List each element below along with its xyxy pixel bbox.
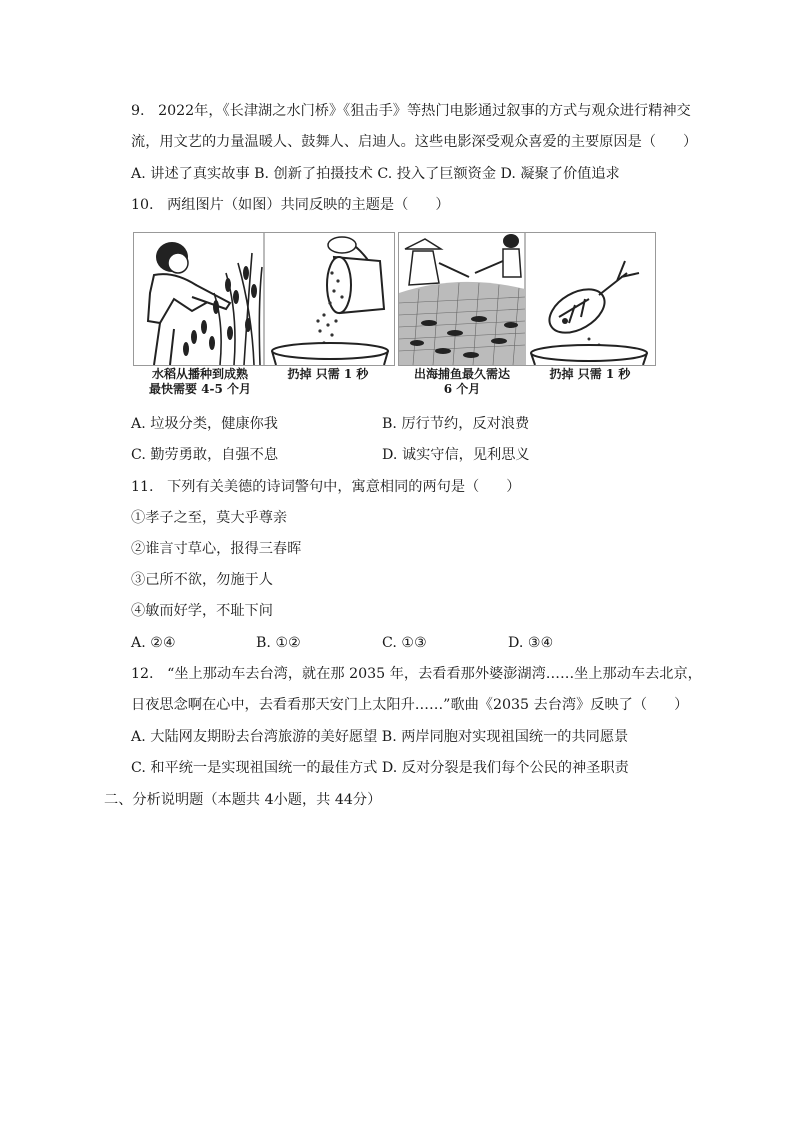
caption-rice-growth-line1: 水稻从播种到成熟 xyxy=(151,367,248,381)
q11-option-b: B. ①② xyxy=(256,635,301,651)
q9-stem-line2: 流，用文艺的力量温暖人、鼓舞人、启迪人。这些电影深受观众喜爱的主要原因是（ ） xyxy=(131,134,698,150)
caption-fishing-line1: 出海捕鱼最久需达 xyxy=(413,367,510,381)
q11-item-3: ③己所不欲，勿施于人 xyxy=(131,572,273,588)
q12-options-line1: A. 大陆网友期盼去台湾旅游的美好愿望 B. 两岸同胞对实现祖国统一的共同愿景 xyxy=(131,729,629,745)
caption-throw-fish: 扔掉 只需 1 秒 xyxy=(549,367,631,381)
q11-option-a: A. ②④ xyxy=(131,635,176,651)
caption-throw-rice: 扔掉 只需 1 秒 xyxy=(287,367,369,381)
q10-option-d: D. 诚实守信，见利思义 xyxy=(382,447,530,463)
q9-options: A. 讲述了真实故事 B. 创新了拍摄技术 C. 投入了巨额资金 D. 凝聚了价值追求 xyxy=(131,166,620,182)
q10-stem: 10. 两组图片（如图）共同反映的主题是（ ） xyxy=(131,197,450,213)
q11-item-2: ②谁言寸草心，报得三春晖 xyxy=(131,541,302,557)
q10-option-c: C. 勤劳勇敢，自强不息 xyxy=(131,447,279,463)
caption-fishing-line2: 6 个月 xyxy=(443,382,481,396)
section-2-heading: 二、分析说明题（本题共 4小题，共 44分） xyxy=(104,792,382,808)
rice-harvest-illustration xyxy=(134,233,394,365)
q11-stem: 11. 下列有关美德的诗词警句中，寓意相同的两句是（ ） xyxy=(131,479,521,495)
rice-picture-group xyxy=(133,232,395,366)
q11-option-d: D. ③④ xyxy=(508,635,554,651)
fish-picture-group xyxy=(398,232,656,366)
q9-stem-line1: 9. 2022年，《长津湖之水门桥》《狙击手》等热门电影通过叙事的方式与观众进行精神交 xyxy=(131,103,691,119)
fishing-illustration xyxy=(399,233,655,365)
q12-stem-line1: 12. “坐上那动车去台湾，就在那 2035 年，去看看那外婆澎湖湾……坐上那动车去北京， xyxy=(131,666,702,682)
q10-option-a: A. 垃圾分类，健康你我 xyxy=(131,416,278,432)
q10-option-b: B. 厉行节约，反对浪费 xyxy=(382,416,530,432)
q11-option-c: C. ①③ xyxy=(382,635,427,651)
caption-rice-growth-line2: 最快需要 4-5 个月 xyxy=(148,382,252,396)
q11-item-1: ①孝子之至，莫大乎尊亲 xyxy=(131,510,288,526)
q11-item-4: ④敏而好学，不耻下问 xyxy=(131,603,273,619)
q12-stem-line2: 日夜思念啊在心中，去看看那天安门上太阳升……”歌曲《2035 去台湾》反映了（ ） xyxy=(131,697,689,713)
q12-options-line2: C. 和平统一是实现祖国统一的最佳方式 D. 反对分裂是我们每个公民的神圣职责 xyxy=(131,760,629,776)
